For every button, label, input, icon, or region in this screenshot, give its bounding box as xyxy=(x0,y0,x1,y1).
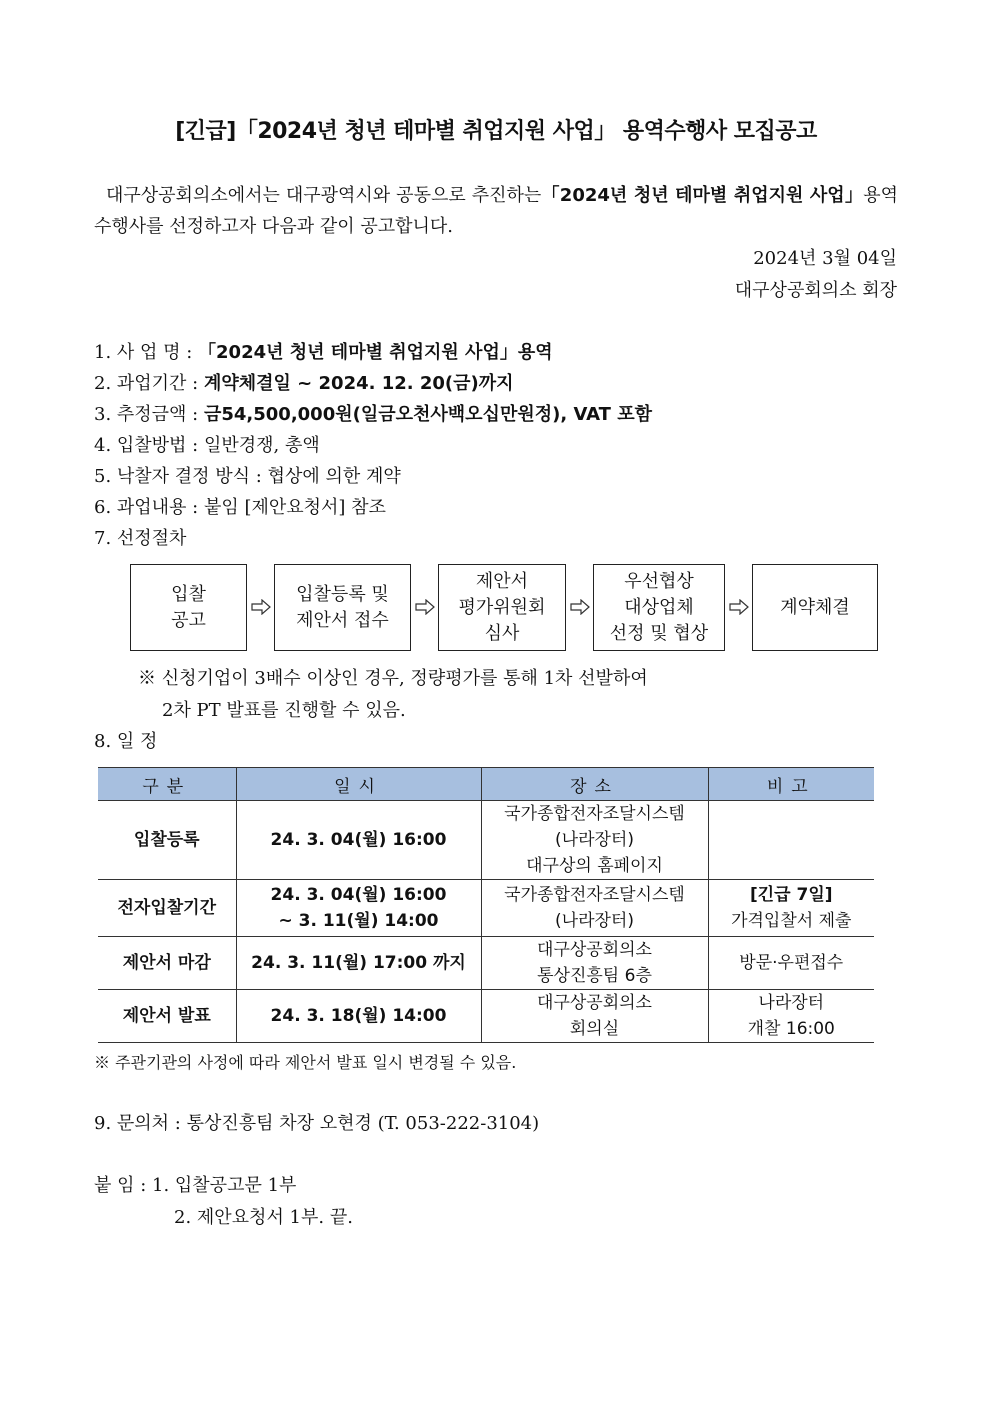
cell-place xyxy=(481,937,708,990)
flow-step-3 xyxy=(438,564,566,651)
cell-place-line: 통상진흥팀 6층 xyxy=(537,966,652,986)
flow-step-line: 공고 xyxy=(171,609,206,631)
flow-step-line: 계약체결 xyxy=(780,596,850,618)
attachments-label: 붙 임 : xyxy=(94,1175,153,1196)
header-datetime: 일시 xyxy=(236,768,481,801)
flow-step-line: 우선협상 xyxy=(624,570,694,592)
item-value: 계약체결일 ~ 2024. 12. 20(금)까지 xyxy=(203,373,514,394)
attachments xyxy=(94,1170,296,1201)
cell-place-line: 회의실 xyxy=(569,1019,620,1039)
flow-step-line: 평가위원회 xyxy=(458,596,546,618)
item-value: 「2024년 청년 테마별 취업지원 사업」용역 xyxy=(198,342,553,363)
item-label: 7. 선정절차 xyxy=(94,528,187,549)
cell-datetime xyxy=(236,937,481,990)
cell-note-line: 개찰 16:00 xyxy=(747,1019,835,1039)
item-6 xyxy=(94,492,386,523)
right-outline-arrow-icon xyxy=(411,593,439,621)
cell-note-line: [긴급 7일] xyxy=(749,885,833,905)
item-label: 1. 사 업 명 : xyxy=(94,342,199,363)
schedule-row xyxy=(98,801,874,880)
item-value: 금54,500,000원(일금오천사백오십만원정), VAT 포함 xyxy=(203,404,653,425)
cell-datetime-line: 24. 3. 18(월) 14:00 xyxy=(270,1006,447,1026)
item-value: 일반경쟁, 총액 xyxy=(203,435,320,456)
schedule-table xyxy=(98,767,874,1043)
flow-step-line: 제안서 접수 xyxy=(296,609,389,631)
cell-datetime-line: 24. 3. 04(월) 16:00 xyxy=(270,885,447,905)
page-title: [긴급]「2024년 청년 테마별 취업지원 사업」 용역수행사 모집공고 xyxy=(175,119,817,144)
cell-datetime xyxy=(236,880,481,937)
cell-category: 전자입찰기간 xyxy=(98,880,236,937)
item-value: 붙임 [제안요청서] 참조 xyxy=(203,497,386,518)
cell-datetime-line: 24. 3. 04(월) 16:00 xyxy=(270,830,447,850)
item-label: 5. 낙찰자 결정 방식 : xyxy=(94,466,268,487)
cell-category: 제안서 발표 xyxy=(98,990,236,1043)
item-4 xyxy=(94,430,320,461)
cell-note xyxy=(708,937,874,990)
process-note-2: 2차 PT 발표를 진행할 수 있음. xyxy=(162,700,406,721)
cell-datetime-line: 24. 3. 11(월) 17:00 까지 xyxy=(251,953,466,973)
process-note-1: ※ 신청기업이 3배수 이상인 경우, 정량평가를 통해 1차 선발하여 xyxy=(138,668,648,689)
flow-step-line: 제안서 xyxy=(475,570,529,592)
cell-category: 입찰등록 xyxy=(98,801,236,880)
cell-place-line: 대구상의 홈페이지 xyxy=(526,856,663,876)
schedule-header-row xyxy=(98,768,874,801)
cell-datetime xyxy=(236,801,481,880)
flow-step-line: 선정 및 협상 xyxy=(609,622,709,644)
cell-place-line: 대구상공회의소 xyxy=(537,993,652,1013)
schedule-row xyxy=(98,880,874,937)
flow-step-4 xyxy=(593,564,725,651)
item-2 xyxy=(94,368,514,399)
contact-info: 9. 문의처 : 통상진흥팀 차장 오현경 (T. 053-222-3104) xyxy=(94,1113,540,1134)
cell-category: 제안서 마감 xyxy=(98,937,236,990)
schedule-heading: 8. 일 정 xyxy=(94,731,158,752)
schedule-row xyxy=(98,937,874,990)
cell-place xyxy=(481,801,708,880)
item-value: 협상에 의한 계약 xyxy=(267,466,401,487)
item-7 xyxy=(94,523,186,554)
schedule-note: ※ 주관기관의 사정에 따라 제안서 발표 일시 변경될 수 있음. xyxy=(94,1053,517,1072)
cell-datetime-line: ~ 3. 11(월) 14:00 xyxy=(278,911,439,931)
cell-place xyxy=(481,880,708,937)
item-label: 4. 입찰방법 : xyxy=(94,435,204,456)
item-1 xyxy=(94,337,553,368)
cell-note xyxy=(708,801,874,880)
attachment-1: 1. 입찰공고문 1부 xyxy=(152,1175,297,1196)
item-label: 2. 과업기간 : xyxy=(94,373,204,394)
cell-place-line: (나라장터) xyxy=(555,911,634,931)
flow-step-5 xyxy=(752,564,878,651)
intro-text-2: 용역수행사를 선정하고자 다음과 같이 공고합니다. xyxy=(94,185,898,237)
header-category: 구분 xyxy=(98,768,236,801)
right-outline-arrow-icon xyxy=(247,593,275,621)
header-note: 비고 xyxy=(708,768,874,801)
attachment-2: 2. 제안요청서 1부. 끝. xyxy=(174,1207,353,1228)
cell-note-line: 가격입찰서 제출 xyxy=(731,911,852,931)
intro-paragraph xyxy=(94,180,898,242)
flow-step-line: 입찰등록 및 xyxy=(296,583,389,605)
cell-note-line: 방문·우편접수 xyxy=(739,953,844,973)
issuer: 대구상공회의소 회장 xyxy=(734,280,897,301)
item-5 xyxy=(94,461,401,492)
flow-step-1 xyxy=(130,564,247,651)
flow-step-line: 심사 xyxy=(484,622,520,644)
cell-note-line: 나라장터 xyxy=(758,993,825,1013)
item-label: 6. 과업내용 : xyxy=(94,497,204,518)
item-3 xyxy=(94,399,652,430)
item-label: 3. 추정금액 : xyxy=(94,404,204,425)
right-outline-arrow-icon xyxy=(725,593,753,621)
flow-step-2 xyxy=(274,564,411,651)
schedule-row xyxy=(98,990,874,1043)
intro-project-name: 「2024년 청년 테마별 취업지원 사업」 xyxy=(541,185,864,206)
cell-note xyxy=(708,880,874,937)
cell-datetime xyxy=(236,990,481,1043)
announce-date: 2024년 3월 04일 xyxy=(753,248,897,269)
cell-place xyxy=(481,990,708,1043)
header-place: 장소 xyxy=(481,768,708,801)
right-outline-arrow-icon xyxy=(566,593,594,621)
cell-place-line: 국가종합전자조달시스템 xyxy=(504,804,685,824)
cell-place-line: 국가종합전자조달시스템 xyxy=(504,885,685,905)
flow-step-line: 입찰 xyxy=(171,583,206,605)
cell-place-line: (나라장터) xyxy=(555,830,634,850)
cell-place-line: 대구상공회의소 xyxy=(537,940,652,960)
flow-step-line: 대상업체 xyxy=(624,596,694,618)
cell-note xyxy=(708,990,874,1043)
intro-text-1: 대구상공회의소에서는 대구광역시와 공동으로 추진하는 xyxy=(106,185,542,206)
